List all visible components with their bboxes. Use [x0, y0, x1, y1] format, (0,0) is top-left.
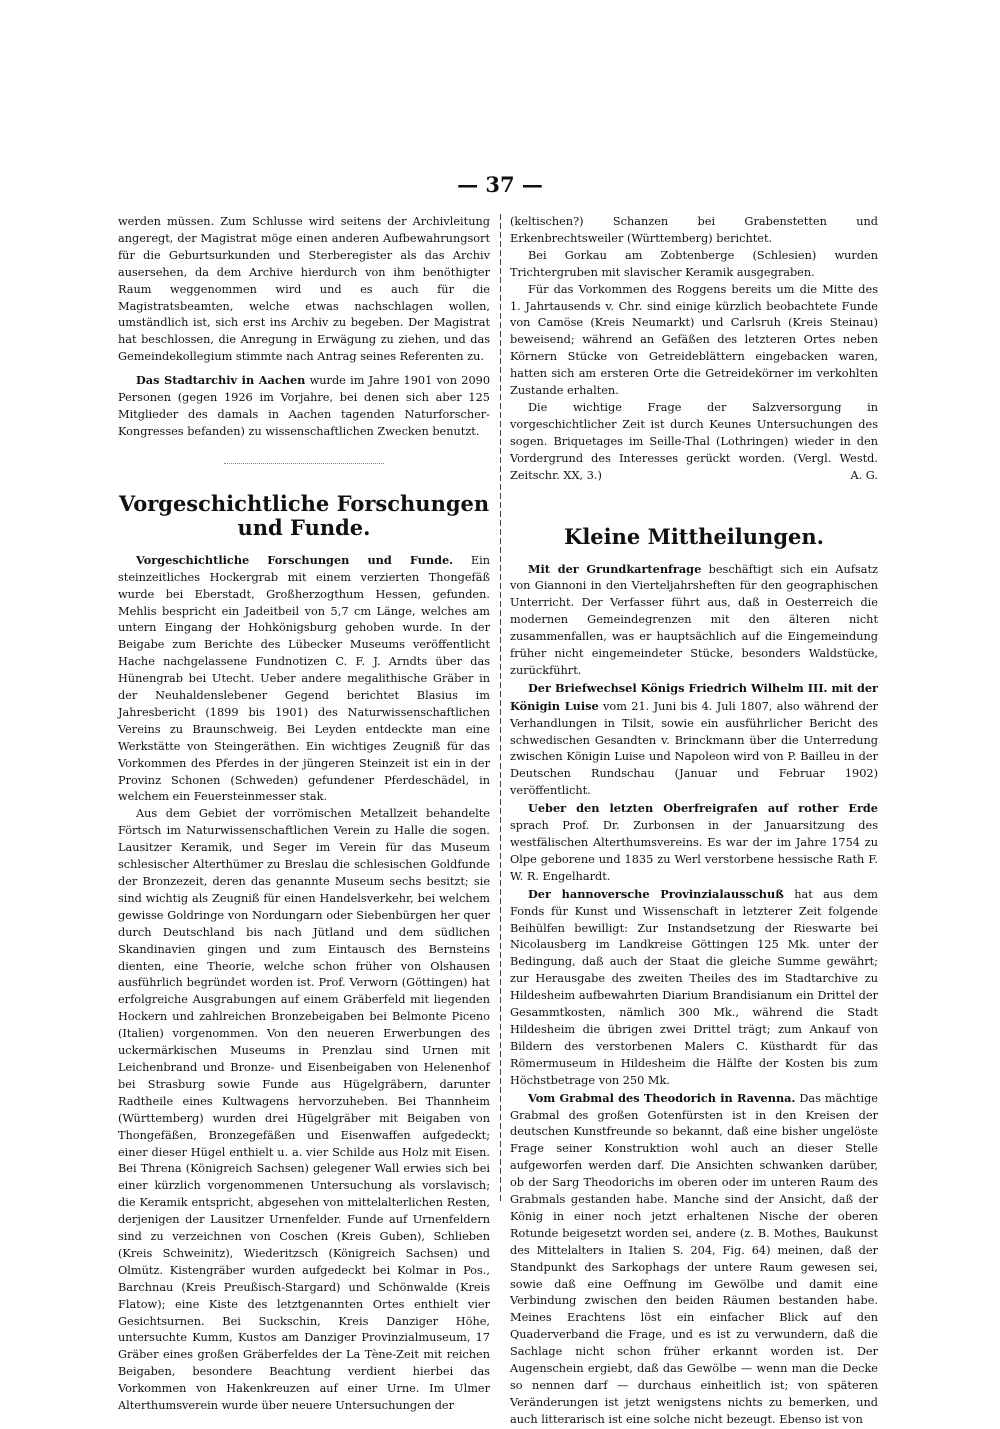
right-paragraph-oberfreigrafen: [510, 800, 878, 886]
stone-age-body: Ein steinzeitliches Hockergrab mit einem verzierten Thongefäß wurde bei Eberstadt, Großherzogthum Hessen, gefunden. Mehlis bespricht ein Jadeitbeil von 5,7 cm Länge, welches am untern Eingang der Hohkönigsburg gehoben wurde. In der Beigabe zum Berichte des Lübecker Museums veröffentlicht Hache nachgelassene Fundnotizen C. F. J. Arndts über das Hünengrab bei Utecht. Ueber andere megalithische Gräber in der Neuhaldenslebener Gegend berichtet Blasius im Jahresbericht (1899 bis 1901) des Naturwissenschaftlichen Vereins zu Braunschweig. Bei Leyden entdeckte man eine Werkstätte von Steingeräthen. Ein wichtiges Zeugniß für das Vorkommen des Pferdes in der jüngeren Steinzeit ist ein in der Provinz Schonen (Schweden) gefundener Pferdeschädel, in welchem ein Feuersteinmesser stak.: [118, 553, 490, 804]
section-separator: [224, 463, 384, 464]
author-signature: A. G.: [850, 468, 878, 482]
oberfreigrafen-body: sprach Prof. Dr. Zurbonsen in der Januarsitzung des westfälischen Alterthumsvereins. Es war der im Jahre 1754 zu Olpe geborene und 1835 zu Werl verstorbene hessische Rath F. W. R. Engelhardt.: [510, 819, 878, 883]
page-number: — 37 —: [457, 172, 543, 197]
salz-body: Die wichtige Frage der Salzversorgung in vorgeschichtlicher Zeit ist durch Keunes Untersuchungen des sogen. Briquetages im Seille-Thal (Lothringen) wieder in den Vordergrund des Interesses gerückt worden. (Vergl. Westd. Zeitschr. XX, 3.): [510, 400, 878, 482]
left-column: [118, 214, 490, 1415]
right-paragraph-roggen: Für das Vorkommen des Roggens bereits um die Mitte des 1. Jahrtausends v. Chr. sind einige kürzlich beobachtete Funde von Camöse (Kreis Neumarkt) und Carlsruh (Kreis Steinau) beweisend; während an Gefäßen des letzteren Ortes neben Körnern Stücke von Getreideblättern eingebacken waren, hatten sich am ersteren Orte die Getreidekörner im verkohlten Zustande erhalten.: [510, 282, 878, 398]
theodorich-body: Das mächtige Grabmal des großen Gotenfürsten ist in den Kreisen der deutschen Kunstfreunde so bekannt, daß eine bisher ungelöste Frage seiner Konstruktion wohl auch an dieser Stelle aufgeworfen werden darf. Die Ansichten schwanken darüber, ob der Sarg Theodorichs im oberen oder im unteren Raum des Grabmals gestanden habe. Manche sind der Ansicht, daß der König in einer noch jetzt erhaltenen Nische der oberen Rotunde beigesetzt worden sei, andere (z. B. Mothes, Baukunst des Mittelalters in Italien S. 204, Fig. 64) meinen, daß der Standpunkt des Sarkophags der untere Raum gewesen sei, sowie daß eine Oeffnung im Gewölbe und damit eine Verbindung zwischen den beiden Räumen bestanden habe. Meines Erachtens löst ein einfacher Blick auf den Quaderverband die Frage, und es ist zu verwundern, daß die Sachlage nicht schon früher erkannt worden ist. Der Augenschein ergiebt, daß das Gewölbe — wenn man die Decke so nennen darf — durchaus einheitlich ist; von späteren Veränderungen ist jetzt wenigstens nichts zu bemerken, und auch litterarisch ist eine solche nicht bezeugt. Ebenso ist von: [510, 1091, 878, 1426]
right-paragraph-schanzen: (keltischen?) Schanzen bei Grabenstetten und Erkenbrechtsweiler (Württemberg) berichtet.: [510, 215, 878, 245]
briefwechsel-body: vom 21. Juni bis 4. Juli 1807, also während der Verhandlungen in Tilsit, sowie ein ausführlicher Bericht des schwedischen Gesandten v. Brinckmann über die Unterredung zwischen Königin Luise und Napoleon wird von P. Bailleu in der Deutschen Rundschau (Januar und Februar 1902) veröffentlicht.: [510, 699, 878, 798]
section-heading-kleine-mittheilungen: Kleine Mittheilungen.: [564, 523, 824, 549]
oberfreigrafen-lead: Ueber den letzten Oberfreigrafen auf rother Erde: [528, 801, 878, 816]
provinzialausschuss-lead: Der hannoversche Provinzialausschuß: [528, 886, 784, 901]
aachen-lead: Das Stadtarchiv in Aachen: [136, 373, 306, 388]
provinzialausschuss-body: hat aus dem Fonds für Kunst und Wissenschaft in letzterer Zeit folgende Beihülfen bewilligt: Zur Instandsetzung der Rieswarte bei Nicolausberg im Landkreise Göttingen 125 Mk. unter der Bedingung, daß auch der Staat die gleiche Summe gewährt; zur Herausgabe des zweiten Theiles des im Stadtarchive zu Hildesheim aufbewahrten Diarium Brandisianum ein Drittel der Gesammtkosten, nämlich 300 Mk., während die Stadt Hildesheim die übrigen zwei Drittel trägt; zum Ankauf von Bildern des verstorbenen Malers C. Küsthardt für das Römermuseum in Hildesheim die Hälfte der Kosten bis zum Höchstbetrage von 250 Mk.: [510, 887, 878, 1087]
column-divider: [500, 214, 501, 1204]
right-paragraph-theodorich: [510, 1090, 878, 1429]
right-paragraph-provinzialausschuss: [510, 886, 878, 1090]
right-paragraph-gorkau: Bei Gorkau am Zobtenberge (Schlesien) wurden Trichtergruben mit slavischer Keramik ausgegraben.: [510, 248, 878, 279]
aachen-body: wurde im Jahre 1901 von 2090 Personen (gegen 1926 im Vorjahre, bei denen sich aber 125 Mitglieder des damals in Aachen tagenden Naturforscher-Kongresses befanden) zu wissenschaftlichen Zwecken benutzt.: [118, 374, 491, 438]
right-paragraph-salz: [510, 400, 878, 485]
stone-age-lead: Vorgeschichtliche Forschungen und Funde.: [136, 552, 454, 567]
left-paragraph-stone-age: [118, 552, 490, 807]
grundkarten-lead: Mit der Grundkartenfrage: [528, 561, 702, 576]
right-paragraph-briefwechsel: [510, 680, 878, 800]
left-paragraph-archive-end: werden müssen. Zum Schlusse wird seitens der Archivleitung angeregt, der Magistrat möge einen anderen Aufbewahrungsort für die Geburtsurkunden und Sterberegister als das Archiv ausersehen, da dem Archive hierdurch von ihm benöthigter Raum weggenommen wird und es auch für die Magistratsbeamten, welche etwas nachschlagen wollen, umständlich ist, sich erst ins Archiv zu begeben. Der Magistrat hat beschlossen, die Anregung in Erwägung zu ziehen, und das Gemeindekollegium stimmte nach Antrag seines Referenten zu.: [118, 215, 490, 364]
right-paragraph-grundkarten: [510, 561, 878, 680]
right-column: [510, 214, 878, 1429]
grundkarten-body: beschäftigt sich ein Aufsatz von Giannoni in den Vierteljahrsheften für den geographischen Unterricht. Der Verfasser führt aus, daß in Oesterreich die modernen Gemeindegrenzen mit den älteren nicht zusammenfallen, was er hauptsächlich auf die Eingemeindung früher nicht eingemeindeter Stücke, besonders Waldstücke, zurückführt.: [510, 562, 879, 677]
briefwechsel-lead: Der Briefwechsel Königs Friedrich Wilhelm III. mit der Königin Luise: [510, 680, 878, 713]
left-paragraph-aachen: [118, 372, 490, 441]
theodorich-lead: Vom Grabmal des Theodorich in Ravenna.: [528, 1090, 796, 1105]
section-heading-prehistoric: Vorgeschichtliche Forschungen und Funde.: [118, 490, 490, 540]
left-paragraph-metal-age: Aus dem Gebiet der vorrömischen Metallzeit behandelte Förtsch im Naturwissenschaftlichen Verein zu Halle die sogen. Lausitzer Keramik, und Seger im Verein für das Museum schlesischer Alterthümer zu Breslau die schlesischen Goldfunde der Bronzezeit, deren das genannte Museum sechs besitzt; sie sind wichtig als Zeugniß für einen Handelsverkehr, bei welchem gewisse Goldringe von Nordungarn oder Siebenbürgen her quer durch Deutschland bis nach Jütland und dem südlichen Skandinavien gingen und zum Eintausch des Bernsteins dienten, eine Theorie, welche schon früher von Olshausen ausführlich begründet worden ist. Prof. Verworn (Göttingen) hat erfolgreiche Ausgrabungen auf einem Gräberfeld mit liegenden Hockern und zahlreichen Bronzebeigaben bei Belmonte Piceno (Italien) vorgenommen. Von den neueren Erwerbungen des uckermärkischen Museums in Prenzlau sind Urnen mit Leichenbrand und Bronze- und Eisenbeigaben von Helenenhof bei Strasburg sowie Funde aus Hügelgräbern, darunter Radtheile eines Kultwagens hervorzuheben. Bei Thannheim (Württemberg) wurden drei Hügelgräber mit Beigaben von Thongefäßen, Bronzegefäßen und Eisenwaffen aufgedeckt; einer dieser Hügel enthielt u. a. vier Schilde aus Holz mit Eisen. Bei Threna (Königreich Sachsen) gelegener Wall erwies sich bei einer kürzlich vorgenommenen Untersuchung als vorslavisch; die Keramik entspricht, abgesehen von mittelalterlichen Resten, derjenigen der Lausitzer Urnenfelder. Funde auf Urnenfeldern sind zu verzeichnen von Coschen (Kreis Guben), Schlieben (Kreis Schweinitz), Wiederitzsch (Königreich Sachsen) und Olmütz. Kistengräber wurden aufgedeckt bei Kolmar in Pos., Barchnau (Kreis Preußisch-Stargard) und Schönwalde (Kreis Flatow); eine Kiste des letztgenannten Ortes enthielt vier Gesichtsurnen. Bei Suckschin, Kreis Danziger Höhe, untersuchte Kumm, Kustos am Danziger Provinzialmuseum, 17 Gräber eines großen Gräberfeldes der La Tène-Zeit mit reichen Beigaben, besondere Beachtung verdient hierbei das Vorkommen von Hakenkreuzen auf einer Urne. Im Ulmer Alterthumsverein wurde über neuere Untersuchungen der: [118, 807, 490, 1413]
